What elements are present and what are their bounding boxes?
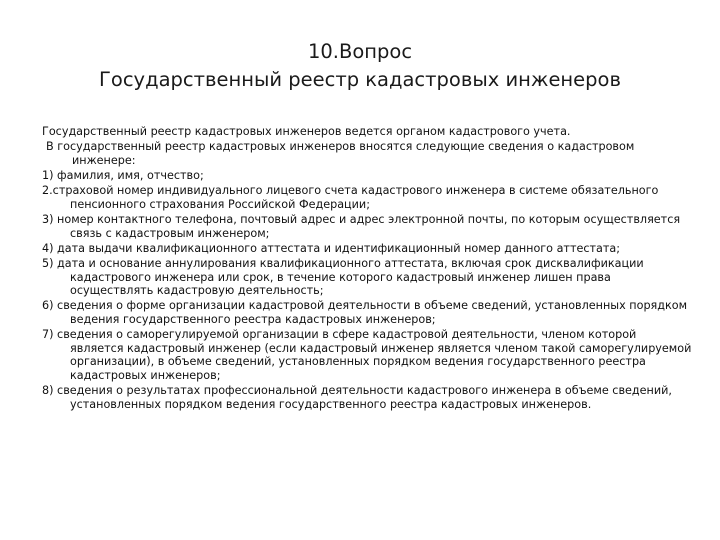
list-item-8: 8) сведения о результатах профессиональной деятельности кадастрового инженера в объеме сведений, установленных порядком ведения государственного реестра кадастровых инженеров.	[42, 384, 672, 411]
list-item-5: 5) дата и основание аннулирования квалификационного аттестата, включая срок дисквалификации кадастрового инженера или срок, в течение которого кадастровый инженер лишен права осуществлять кадастровую деятельность;	[42, 256, 644, 298]
title-topic: Государственный реестр кадастровых инженеров	[99, 68, 621, 91]
slide-title	[40, 38, 680, 94]
list-item-7: 7) сведения о саморегулируемой организации в сфере кадастровой деятельности, членом которой является кадастровый инженер (если кадастровый инженер является членом такой саморегулируемой организации), в объеме сведений, установленных порядком ведения государственного реестра кадастровых инженеров;	[42, 328, 692, 382]
title-question-number: 10.Вопрос	[307, 40, 413, 63]
list-item-1: 1) фамилия, имя, отчество;	[42, 168, 204, 182]
list-item-3: 3) номер контактного телефона, почтовый адрес и адрес электронной почты, по которым осуществляется связь с кадастровым инженером;	[42, 212, 681, 240]
list-item-4: 4) дата выдачи квалификационного аттестата и идентификационный номер данного аттестата;	[42, 241, 621, 255]
paragraph-intro: Государственный реестр кадастровых инженеров ведется органом кадастрового учета.	[42, 125, 571, 138]
slide-body	[42, 125, 692, 413]
list-item-6: 6) сведения о форме организации кадастровой деятельности в объеме сведений, установленных порядком ведения государственного реестра кадастровых инженеров;	[42, 299, 688, 326]
paragraph-list-intro: В государственный реестр кадастровых инженеров вносятся следующие сведения о кадастровом инженере:	[46, 140, 635, 167]
list-item-2: 2.страховой номер индивидуального лицевого счета кадастрового инженера в системе обязательного пенсионного страхования Российской Федерации;	[42, 184, 659, 211]
